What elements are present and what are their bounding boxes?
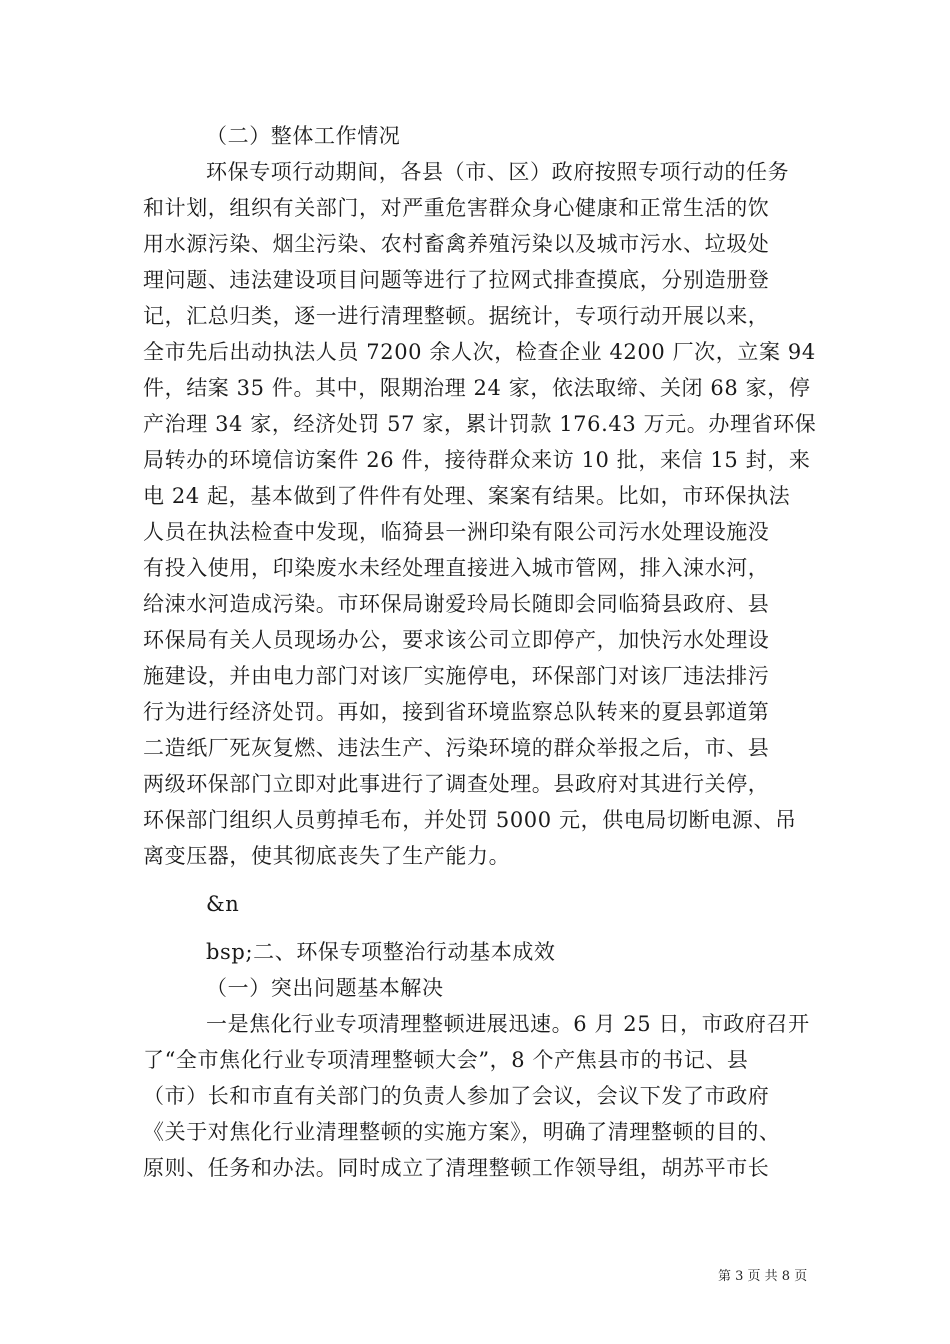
paragraph-line: 环保部门组织人员剪掉毛布，并处罚 5000 元，供电局切断电源、吊 xyxy=(143,808,797,832)
paragraph-line: 人员在执法检查中发现，临猗县一洲印染有限公司污水处理设施没 xyxy=(143,520,770,544)
stray-fragment: &n xyxy=(206,892,240,916)
paragraph-line: 有投入使用，印染废水未经处理直接进入城市管网，排入涑水河， xyxy=(143,556,770,580)
paragraph-line: 记，汇总归类，逐一进行清理整顿。据统计，专项行动开展以来， xyxy=(143,304,770,328)
paragraph-line: 原则、任务和办法。同时成立了清理整顿工作领导组，胡苏平市长 xyxy=(143,1156,770,1180)
paragraph-line: 局转办的环境信访案件 26 件，接待群众来访 10 批，来信 15 封，来 xyxy=(143,448,811,472)
paragraph-line: 和计划，组织有关部门，对严重危害群众身心健康和正常生活的饮 xyxy=(143,196,770,220)
paragraph-line: 电 24 起，基本做到了件件有处理、案案有结果。比如，市环保执法 xyxy=(143,484,791,508)
paragraph-line: 施建设，并由电力部门对该厂实施停电，环保部门对该厂违法排污 xyxy=(143,664,770,688)
paragraph-line: 产治理 34 家，经济处罚 57 家，累计罚款 176.43 万元。办理省环保 xyxy=(143,412,817,436)
section-heading: bsp;二、环保专项整治行动基本成效 xyxy=(206,940,556,964)
paragraph-line: 环保专项行动期间，各县（市、区）政府按照专项行动的任务 xyxy=(206,160,790,184)
subsection-heading: （一）突出问题基本解决 xyxy=(206,976,444,1000)
paragraph-line: 离变压器，使其彻底丧失了生产能力。 xyxy=(143,844,511,868)
section-heading: （二）整体工作情况 xyxy=(206,124,401,148)
paragraph-line: 用水源污染、烟尘污染、农村畜禽养殖污染以及城市污水、垃圾处 xyxy=(143,232,770,256)
paragraph-line: 《关于对焦化行业清理整顿的实施方案》，明确了清理整顿的目的、 xyxy=(143,1120,781,1144)
paragraph-line: 了“全市焦化行业专项清理整顿大会”，8 个产焦县市的书记、县 xyxy=(143,1048,749,1072)
paragraph-line: 二造纸厂死灰复燃、违法生产、污染环境的群众举报之后，市、县 xyxy=(143,736,770,760)
paragraph-line: 行为进行经济处罚。再如，接到省环境监察总队转来的夏县郭道第 xyxy=(143,700,770,724)
page-number: 第 3 页 共 8 页 xyxy=(718,1269,808,1284)
paragraph-line: 环保局有关人员现场办公，要求该公司立即停产，加快污水处理设 xyxy=(143,628,770,652)
paragraph-line: 件，结案 35 件。其中，限期治理 24 家，依法取缔、关闭 68 家，停 xyxy=(143,376,811,400)
paragraph-line: 全市先后出动执法人员 7200 余人次，检查企业 4200 厂次，立案 94 xyxy=(143,340,816,364)
paragraph-line: 一是焦化行业专项清理整顿进展迅速。6 月 25 日，市政府召开 xyxy=(206,1012,810,1036)
paragraph-line: （市）长和市直有关部门的负责人参加了会议，会议下发了市政府 xyxy=(143,1084,770,1108)
paragraph-line: 两级环保部门立即对此事进行了调查处理。县政府对其进行关停， xyxy=(143,772,770,796)
paragraph-line: 理问题、违法建设项目问题等进行了拉网式排查摸底，分别造册登 xyxy=(143,268,770,292)
paragraph-line: 给涑水河造成污染。市环保局谢爱玲局长随即会同临猗县政府、县 xyxy=(143,592,770,616)
